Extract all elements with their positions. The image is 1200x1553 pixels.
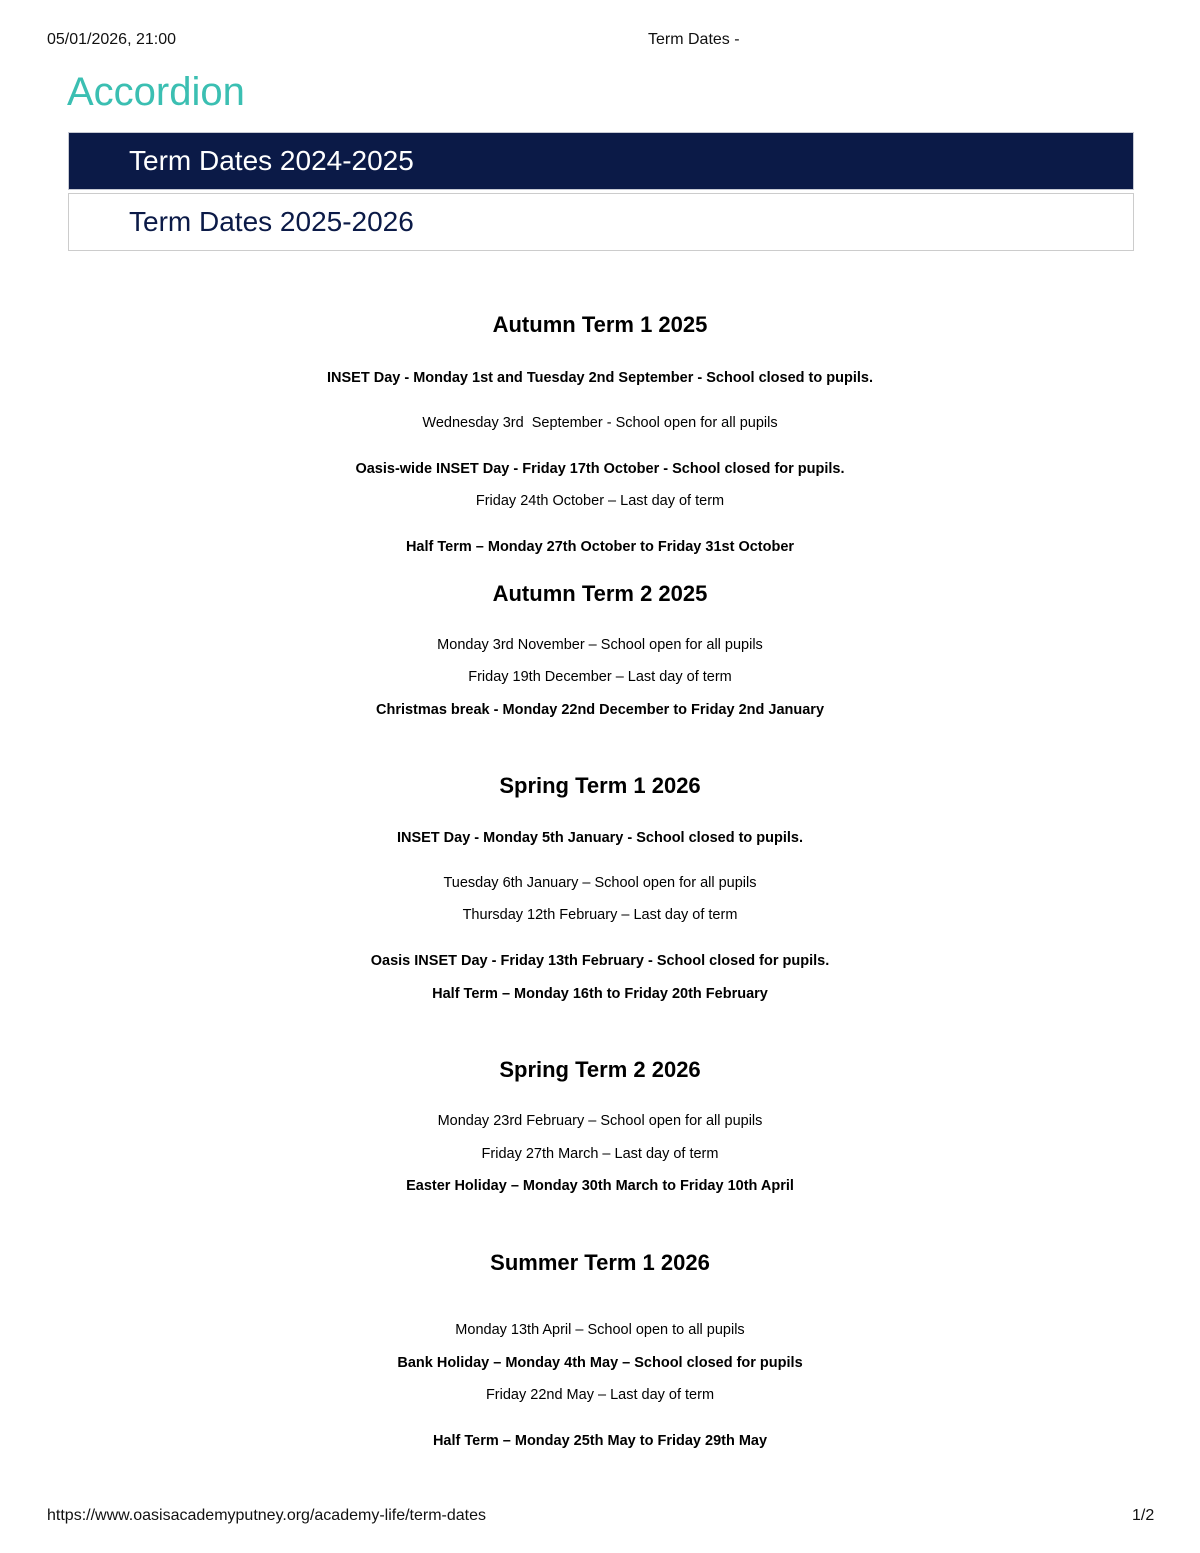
term-line: Thursday 12th February – Last day of term <box>462 907 738 923</box>
term-line: Friday 24th October – Last day of term <box>475 493 725 509</box>
term-line: Oasis INSET Day - Friday 13th February - School closed for pupils. <box>370 953 830 969</box>
print-header-datetime: 05/01/2026, 21:00 <box>47 31 177 48</box>
term-line: INSET Day - Monday 5th January - School closed to pupils. <box>396 830 804 846</box>
term-heading-spring-2: Spring Term 2 2026 <box>499 1057 701 1082</box>
term-line: Wednesday 3rd September - School open for all pupils <box>422 415 778 431</box>
term-heading-summer-1: Summer Term 1 2026 <box>490 1250 710 1275</box>
term-line: Friday 22nd May – Last day of term <box>485 1387 715 1403</box>
print-footer-url: https://www.oasisacademyputney.org/academy-life/term-dates <box>47 1507 487 1524</box>
term-line: Half Term – Monday 25th May to Friday 29th May <box>432 1433 768 1449</box>
term-line: Monday 3rd November – School open for all pupils <box>437 637 763 653</box>
term-line: Half Term – Monday 27th October to Friday 31st October <box>405 539 795 555</box>
term-line: INSET Day - Monday 1st and Tuesday 2nd September - School closed to pupils. <box>327 370 873 386</box>
term-line: Oasis-wide INSET Day - Friday 17th October - School closed for pupils. <box>355 461 845 477</box>
term-line: Monday 23rd February – School open for all pupils <box>437 1113 763 1129</box>
print-footer-page-number: 1/2 <box>1132 1507 1155 1524</box>
term-line: Easter Holiday – Monday 30th March to Friday 10th April <box>406 1178 794 1194</box>
term-line: Friday 27th March – Last day of term <box>481 1146 719 1162</box>
accordion-tab-2025-2026[interactable]: Term Dates 2025-2026 <box>68 193 1134 251</box>
term-line: Tuesday 6th January – School open for all pupils <box>443 875 757 891</box>
term-line: Monday 13th April – School open to all pupils <box>455 1322 745 1338</box>
term-line: Half Term – Monday 16th to Friday 20th February <box>432 986 768 1002</box>
page-title: Accordion <box>67 70 245 114</box>
accordion <box>68 132 1134 251</box>
term-heading-spring-1: Spring Term 1 2026 <box>499 773 701 798</box>
print-header-title: Term Dates - <box>648 31 740 48</box>
accordion-tab-2024-2025[interactable]: Term Dates 2024-2025 <box>68 132 1134 190</box>
term-heading-autumn-1: Autumn Term 1 2025 <box>492 312 708 337</box>
term-line: Christmas break - Monday 22nd December to Friday 2nd January <box>375 702 825 718</box>
term-line: Friday 19th December – Last day of term <box>468 669 732 685</box>
term-line: Bank Holiday – Monday 4th May – School closed for pupils <box>397 1355 803 1371</box>
term-heading-autumn-2: Autumn Term 2 2025 <box>492 581 708 606</box>
